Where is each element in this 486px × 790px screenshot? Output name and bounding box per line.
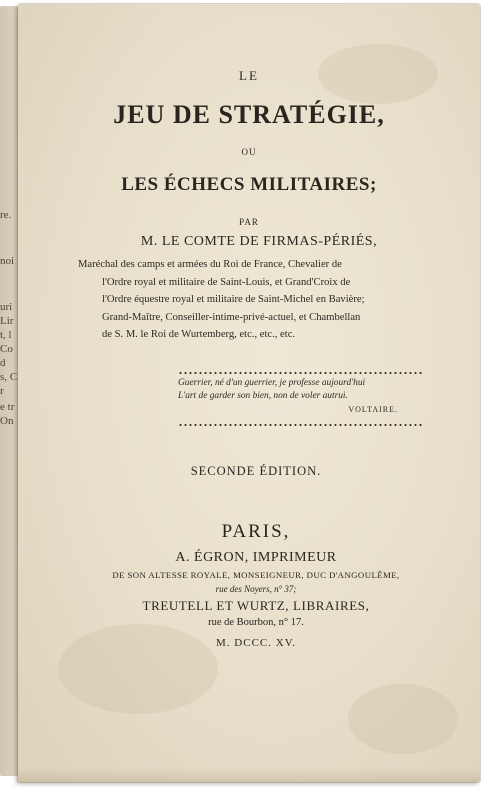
subtitle: LES ÉCHECS MILITAIRES;	[121, 174, 377, 195]
author-title-line: Maréchal des camps et armées du Roi de France, Chevalier de	[78, 259, 342, 270]
imprint-booksellers-address: rue de Bourbon, n° 17.	[208, 617, 304, 628]
left-page-fragment: uri	[0, 301, 13, 313]
left-page-fragment: noi	[0, 255, 15, 267]
left-page-fragment: Co	[0, 343, 13, 355]
main-title: JEU DE STRATÉGIE,	[113, 100, 385, 129]
author-name: M. LE COMTE DE FIRMAS-PÉRIÉS,	[140, 234, 378, 249]
author-title-line: de S. M. le Roi de Wurtemberg, etc., etc., etc.	[102, 329, 296, 340]
paper-stain	[348, 684, 458, 754]
epigraph	[178, 377, 422, 416]
author-titles	[78, 256, 420, 344]
imprint-city: PARIS,	[221, 521, 291, 542]
author-title-line: l'Ordre royal et militaire de Saint-Louis, et Grand'Croix de	[102, 276, 351, 288]
left-page-fragment: d	[0, 357, 6, 369]
page-bottom-edge	[18, 768, 480, 782]
title-article: LE	[239, 68, 259, 83]
left-page-fragment: re.	[0, 209, 12, 221]
left-page-fragment: t, l	[0, 329, 12, 341]
epigraph-line: L'art de garder son bien, non de voler autrui.	[178, 391, 348, 401]
left-page-fragment: Lir	[0, 315, 14, 327]
epigraph-attribution: VOLTAIRE.	[348, 405, 398, 414]
imprint-printer-address: rue des Noyers, n° 37;	[215, 584, 297, 594]
edition-label: SECONDE ÉDITION.	[190, 464, 322, 478]
imprint-printer: A. ÉGRON, IMPRIMEUR	[175, 550, 337, 565]
author-title-line: Grand-Maître, Conseiller-intime-privé-actuel, et Chambellan	[102, 311, 361, 323]
by-label: PAR	[239, 217, 259, 227]
imprint-booksellers: TREUTELL ET WURTZ, LIBRAIRES,	[142, 598, 370, 613]
imprint-printer-title: DE SON ALTESSE ROYALE, MONSEIGNEUR, DUC D'ANGOULÊME,	[112, 570, 400, 580]
title-page	[18, 4, 480, 782]
left-page-fragment: On	[0, 415, 14, 427]
imprint-year: M. DCCC. XV.	[216, 637, 296, 649]
left-page-fragment: s, C	[0, 371, 18, 383]
ornamental-rule	[178, 371, 422, 375]
epigraph-line: Guerrier, né d'un guerrier, je professe aujourd'hui	[178, 378, 366, 388]
left-page-fragment: e tr	[0, 401, 15, 413]
title-conjunction: OU	[241, 147, 257, 157]
author-title-line: l'Ordre équestre royal et militaire de Saint-Michel en Bavière;	[102, 294, 365, 305]
ornamental-rule	[178, 423, 422, 427]
left-page-fragment: r	[0, 385, 4, 397]
